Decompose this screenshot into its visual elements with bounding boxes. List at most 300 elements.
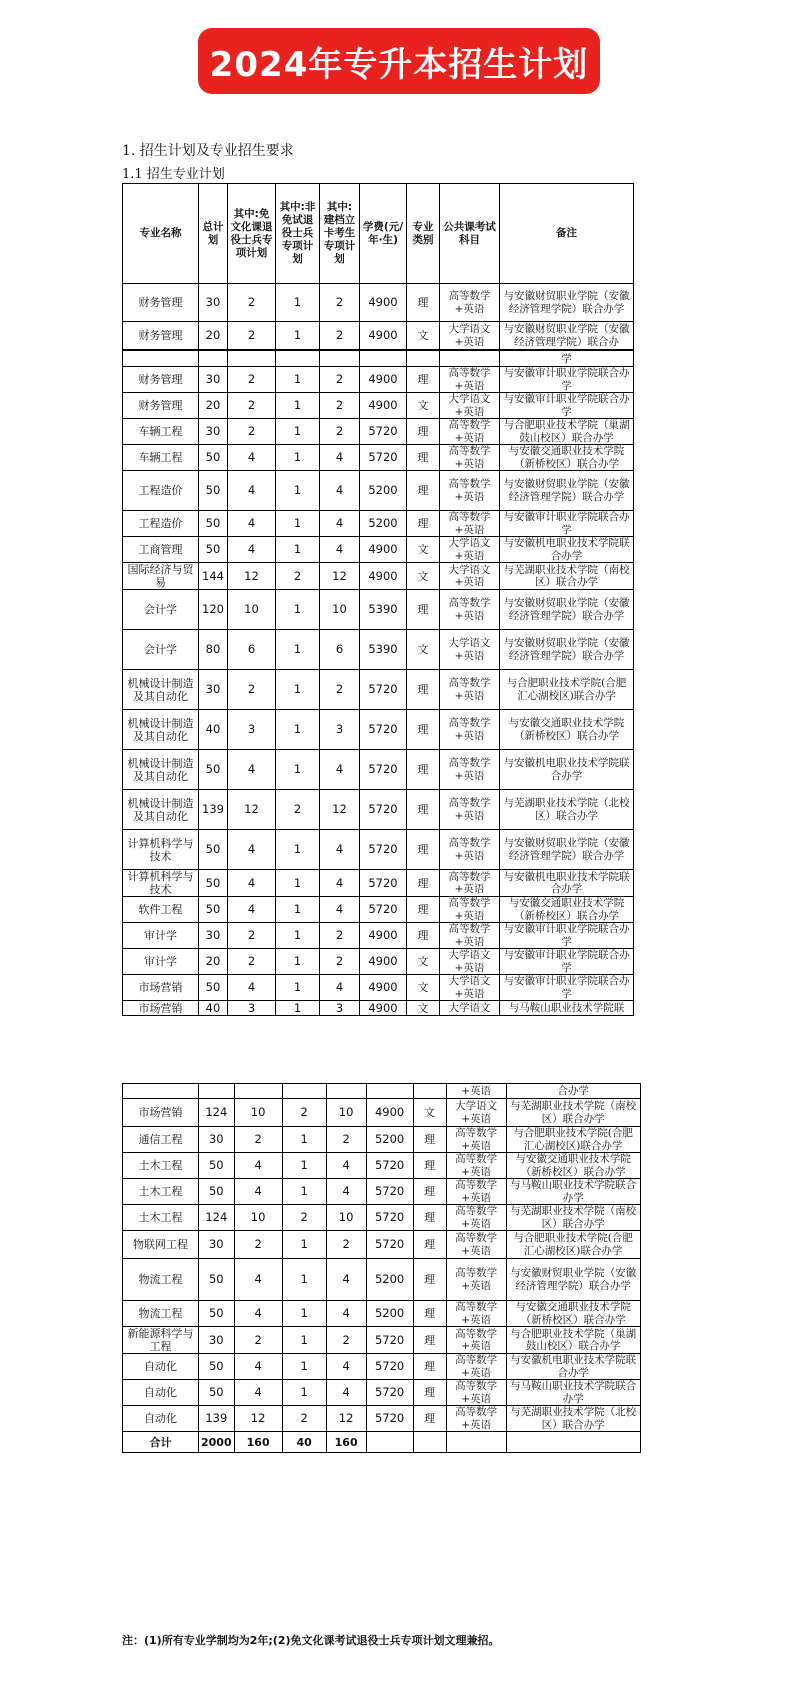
cell-total: 40 — [199, 710, 228, 750]
cell-total: 124 — [199, 1205, 235, 1231]
cell-nonexempt: 1 — [276, 630, 320, 670]
cell-total: 30 — [199, 367, 228, 393]
cell-nonexempt: 1 — [282, 1259, 326, 1301]
cell-poor: 4 — [320, 870, 360, 897]
cell-total: 50 — [199, 1153, 235, 1179]
cell-total: 50 — [199, 445, 228, 471]
cell-major: 软件工程 — [123, 897, 199, 923]
cell-category: 理 — [407, 511, 440, 537]
cell-fee: 4900 — [360, 537, 407, 563]
cell-exempt: 3 — [228, 1001, 276, 1016]
cell-fee: 4900 — [360, 284, 407, 322]
cell-major: 机械设计制造及其自动化 — [123, 670, 199, 710]
table-row — [123, 393, 634, 419]
cell-total: 144 — [199, 563, 228, 590]
cell-subject: 大学语文+英语 — [440, 393, 500, 419]
cell-category: 理 — [407, 284, 440, 322]
cell-poor: 12 — [320, 790, 360, 830]
cell-category: 理 — [413, 1354, 446, 1380]
cell-subject: 高等数学+英语 — [446, 1354, 506, 1380]
cell-major: 财务管理 — [123, 393, 199, 419]
cell-subject: 高等数学+英语 — [440, 670, 500, 710]
header-total: 总计划 — [199, 184, 228, 284]
header-poor: 其中:建档立卡考生专项计划 — [320, 184, 360, 284]
cell-fee: 4900 — [360, 322, 407, 350]
cell-total: 50 — [199, 1354, 235, 1380]
cell-subject: 大学语文+英语 — [440, 537, 500, 563]
plan-table-block-1 — [122, 183, 634, 350]
cell-poor: 4 — [320, 830, 360, 870]
cell-total: 30 — [199, 670, 228, 710]
cell-total: 50 — [199, 1301, 235, 1327]
cell-category: 理 — [413, 1179, 446, 1205]
cell-nonexempt: 1 — [276, 923, 320, 949]
cell-total: 30 — [199, 1127, 235, 1153]
table-row — [123, 445, 634, 471]
cell-major: 新能源科学与工程 — [123, 1327, 199, 1354]
cell-exempt: 12 — [228, 790, 276, 830]
cell-nonexempt: 1 — [276, 870, 320, 897]
totals-total: 2000 — [199, 1432, 235, 1453]
cell-poor: 4 — [320, 537, 360, 563]
cell-exempt: 6 — [228, 630, 276, 670]
cell-nonexempt: 1 — [282, 1153, 326, 1179]
cell-fee: 5720 — [360, 670, 407, 710]
cell-subject: 大学语文+英语 — [440, 563, 500, 590]
cell-major: 物联网工程 — [123, 1231, 199, 1259]
cell-fee: 4900 — [360, 1001, 407, 1016]
cell-exempt: 4 — [234, 1301, 282, 1327]
cell-category: 理 — [413, 1301, 446, 1327]
cell-poor: 2 — [320, 322, 360, 350]
cell-major: 通信工程 — [123, 1127, 199, 1153]
cell-subject: 高等数学+英语 — [446, 1127, 506, 1153]
table-row — [123, 1127, 641, 1153]
cell-fee: 5720 — [360, 790, 407, 830]
cell-note: 与安徽审计职业学院联合办学 — [500, 949, 634, 975]
cell-nonexempt: 1 — [276, 537, 320, 563]
cell-nonexempt: 1 — [276, 750, 320, 790]
cell-exempt: 4 — [234, 1179, 282, 1205]
cell-category: 理 — [413, 1153, 446, 1179]
plan-table-block-3 — [122, 1083, 641, 1453]
cell-fee: 5720 — [360, 750, 407, 790]
cell-exempt: 2 — [228, 367, 276, 393]
cell-poor: 4 — [320, 471, 360, 511]
cell-major: 财务管理 — [123, 322, 199, 350]
cell-category: 文 — [407, 393, 440, 419]
cell-poor: 2 — [320, 949, 360, 975]
cell-total: 50 — [199, 1179, 235, 1205]
totals-nonexempt: 40 — [282, 1432, 326, 1453]
cell-exempt: 4 — [228, 537, 276, 563]
cell-fee: 4900 — [360, 393, 407, 419]
table-row — [123, 471, 634, 511]
cell-category: 理 — [413, 1327, 446, 1354]
cell-poor: 2 — [326, 1127, 366, 1153]
cell-note: 与芜湖职业技术学院（北校区）联合办学 — [500, 790, 634, 830]
cell-poor: 3 — [320, 710, 360, 750]
table-row — [123, 563, 634, 590]
cell-note: 与合肥职业技术学院(合肥汇心湖校区)联合办学 — [506, 1231, 640, 1259]
cell-fee: 4900 — [360, 923, 407, 949]
cell-nonexempt: 1 — [282, 1179, 326, 1205]
fragment-row — [123, 351, 634, 367]
cell-note: 与安徽交通职业技术学院（新桥校区）联合办学 — [506, 1301, 640, 1327]
table-row — [123, 750, 634, 790]
table-row — [123, 975, 634, 1001]
cell-poor: 2 — [320, 923, 360, 949]
cell-category: 文 — [407, 563, 440, 590]
cell-category: 理 — [407, 923, 440, 949]
cell-subject: 大学语文+英语 — [440, 630, 500, 670]
cell-poor: 4 — [326, 1153, 366, 1179]
cell-total: 30 — [199, 284, 228, 322]
cell-nonexempt: 1 — [276, 471, 320, 511]
cell-exempt: 10 — [228, 590, 276, 630]
table-row — [123, 897, 634, 923]
cell-exempt: 3 — [228, 710, 276, 750]
cell-exempt: 4 — [228, 445, 276, 471]
cell-category: 文 — [407, 537, 440, 563]
cell-fee: 5720 — [366, 1153, 413, 1179]
cell-fee: 5720 — [366, 1231, 413, 1259]
fragment-note: 合办学 — [506, 1084, 640, 1099]
totals-row — [123, 1432, 641, 1453]
cell-poor: 6 — [320, 630, 360, 670]
table-row — [123, 1327, 641, 1354]
section-subheading: 1.1 招生专业计划 — [122, 167, 225, 182]
cell-poor: 4 — [320, 897, 360, 923]
cell-fee: 5720 — [366, 1354, 413, 1380]
cell-exempt: 2 — [228, 393, 276, 419]
cell-note: 与安徽审计职业学院联合办学 — [500, 975, 634, 1001]
cell-exempt: 2 — [234, 1327, 282, 1354]
cell-major: 审计学 — [123, 923, 199, 949]
cell-major: 计算机科学与技术 — [123, 830, 199, 870]
cell-total: 40 — [199, 1001, 228, 1016]
banner-title: 2024年专升本招生计划 — [209, 44, 589, 85]
cell-category: 理 — [407, 870, 440, 897]
cell-major: 财务管理 — [123, 367, 199, 393]
cell-poor: 2 — [326, 1231, 366, 1259]
cell-exempt: 2 — [228, 670, 276, 710]
cell-fee: 5200 — [366, 1259, 413, 1301]
cell-poor: 2 — [320, 367, 360, 393]
cell-note: 与安徽财贸职业学院（安徽经济管理学院）联合办学 — [500, 590, 634, 630]
table-row — [123, 1380, 641, 1406]
cell-fee: 4900 — [360, 563, 407, 590]
cell-major: 物流工程 — [123, 1259, 199, 1301]
cell-fee: 5720 — [366, 1179, 413, 1205]
cell-poor: 4 — [326, 1301, 366, 1327]
cell-nonexempt: 1 — [276, 710, 320, 750]
cell-total: 50 — [199, 897, 228, 923]
cell-exempt: 4 — [228, 750, 276, 790]
cell-total: 20 — [199, 393, 228, 419]
cell-subject: 大学语文+英语 — [440, 975, 500, 1001]
cell-category: 文 — [407, 322, 440, 350]
cell-category: 文 — [407, 1001, 440, 1016]
cell-exempt: 2 — [234, 1127, 282, 1153]
cell-note: 与合肥职业技术学院(合肥汇心湖校区)联合办学 — [506, 1127, 640, 1153]
table-row — [123, 870, 634, 897]
cell-major: 自动化 — [123, 1406, 199, 1432]
cell-note: 与合肥职业技术学院(合肥汇心湖校区)联合办学 — [500, 670, 634, 710]
cell-total: 50 — [199, 975, 228, 1001]
table-row — [123, 710, 634, 750]
cell-total: 50 — [199, 1380, 235, 1406]
cell-note: 与安徽机电职业技术学院联合办学 — [500, 537, 634, 563]
footnote: 注：(1)所有专业学制均为2年;(2)免文化课考试退役士兵专项计划文理兼招。 — [122, 1634, 500, 1647]
cell-note: 与芜湖职业技术学院（南校区）联合办学 — [500, 563, 634, 590]
cell-category: 理 — [407, 710, 440, 750]
cell-poor: 10 — [326, 1205, 366, 1231]
table-row — [123, 511, 634, 537]
cell-exempt: 10 — [234, 1205, 282, 1231]
cell-poor: 2 — [326, 1327, 366, 1354]
totals-label: 合计 — [123, 1432, 199, 1453]
cell-category: 文 — [407, 975, 440, 1001]
cell-total: 30 — [199, 1231, 235, 1259]
cell-exempt: 12 — [234, 1406, 282, 1432]
cell-total: 50 — [199, 471, 228, 511]
cell-note: 与安徽财贸职业学院（安徽经济管理学院）联合办学 — [500, 830, 634, 870]
cell-poor: 4 — [326, 1380, 366, 1406]
cell-note: 与安徽审计职业学院联合办学 — [500, 393, 634, 419]
table-row — [123, 367, 634, 393]
cell-subject: 大学语文 — [440, 1001, 500, 1016]
cell-category: 理 — [407, 790, 440, 830]
cell-major: 自动化 — [123, 1380, 199, 1406]
cell-major: 会计学 — [123, 630, 199, 670]
title-banner — [198, 28, 600, 94]
table-row — [123, 830, 634, 870]
cell-note: 与安徽审计职业学院联合办学 — [500, 511, 634, 537]
cell-note: 与安徽交通职业技术学院（新桥校区）联合办学 — [500, 897, 634, 923]
cell-nonexempt: 1 — [276, 419, 320, 445]
cell-fee: 5200 — [360, 511, 407, 537]
cell-category: 理 — [407, 590, 440, 630]
cell-nonexempt: 1 — [282, 1301, 326, 1327]
cell-subject: 高等数学+英语 — [446, 1380, 506, 1406]
cell-note: 与芜湖职业技术学院（南校区）联合办学 — [506, 1099, 640, 1127]
cell-note: 与安徽财贸职业学院（安徽经济管理学院）联合办 — [500, 322, 634, 350]
cell-exempt: 4 — [234, 1153, 282, 1179]
cell-exempt: 4 — [228, 897, 276, 923]
cell-major: 财务管理 — [123, 284, 199, 322]
cell-note: 与安徽机电职业技术学院联合办学 — [500, 870, 634, 897]
table-row — [123, 1354, 641, 1380]
cell-fee: 5720 — [360, 445, 407, 471]
cell-subject: 高等数学+英语 — [440, 710, 500, 750]
cell-subject: 高等数学+英语 — [446, 1153, 506, 1179]
section-heading: 1. 招生计划及专业招生要求 — [122, 143, 294, 159]
cell-subject: 高等数学+英语 — [440, 445, 500, 471]
cell-fee: 5720 — [360, 419, 407, 445]
cell-major: 计算机科学与技术 — [123, 870, 199, 897]
cell-note: 与安徽交通职业技术学院（新桥校区）联合办学 — [500, 710, 634, 750]
cell-nonexempt: 2 — [276, 790, 320, 830]
cell-nonexempt: 1 — [276, 897, 320, 923]
header-nonexempt: 其中:非免试退役士兵专项计划 — [276, 184, 320, 284]
cell-exempt: 4 — [228, 471, 276, 511]
cell-total: 139 — [199, 1406, 235, 1432]
table-row — [123, 1259, 641, 1301]
cell-note: 与安徽机电职业技术学院联合办学 — [506, 1354, 640, 1380]
cell-subject: 大学语文+英语 — [440, 949, 500, 975]
cell-exempt: 10 — [234, 1099, 282, 1127]
cell-note: 与安徽交通职业技术学院（新桥校区）联合办学 — [506, 1153, 640, 1179]
cell-major: 自动化 — [123, 1354, 199, 1380]
cell-major: 土木工程 — [123, 1205, 199, 1231]
cell-category: 理 — [407, 897, 440, 923]
cell-total: 50 — [199, 537, 228, 563]
cell-total: 124 — [199, 1099, 235, 1127]
cell-note: 与安徽财贸职业学院（安徽经济管理学院）联合办学 — [500, 284, 634, 322]
cell-exempt: 2 — [228, 949, 276, 975]
cell-poor: 12 — [326, 1406, 366, 1432]
cell-category: 理 — [407, 830, 440, 870]
cell-major: 市场营销 — [123, 1099, 199, 1127]
header-category: 专业类别 — [407, 184, 440, 284]
cell-poor: 2 — [320, 419, 360, 445]
cell-subject: 大学语文+英语 — [446, 1099, 506, 1127]
fragment-note: 学 — [500, 351, 634, 367]
cell-category: 理 — [407, 419, 440, 445]
cell-subject: 高等数学+英语 — [440, 471, 500, 511]
cell-nonexempt: 1 — [276, 949, 320, 975]
cell-total: 20 — [199, 949, 228, 975]
cell-major: 国际经济与贸易 — [123, 563, 199, 590]
cell-subject: 高等数学+英语 — [446, 1301, 506, 1327]
cell-subject: 高等数学+英语 — [440, 590, 500, 630]
cell-fee: 5720 — [360, 830, 407, 870]
cell-major: 市场营销 — [123, 975, 199, 1001]
cell-major: 市场营销 — [123, 1001, 199, 1016]
cell-note: 与安徽审计职业学院联合办学 — [500, 923, 634, 949]
cell-category: 理 — [413, 1127, 446, 1153]
cell-nonexempt: 1 — [276, 511, 320, 537]
cell-fee: 5720 — [366, 1380, 413, 1406]
cell-total: 50 — [199, 830, 228, 870]
table-row — [123, 419, 634, 445]
cell-nonexempt: 1 — [276, 322, 320, 350]
cell-major: 机械设计制造及其自动化 — [123, 750, 199, 790]
cell-subject: 高等数学+英语 — [440, 830, 500, 870]
cell-subject: 大学语文+英语 — [440, 322, 500, 350]
cell-nonexempt: 2 — [276, 563, 320, 590]
cell-fee: 5200 — [366, 1301, 413, 1327]
cell-major: 会计学 — [123, 590, 199, 630]
cell-subject: 高等数学+英语 — [446, 1406, 506, 1432]
cell-major: 审计学 — [123, 949, 199, 975]
cell-poor: 4 — [326, 1179, 366, 1205]
cell-nonexempt: 2 — [282, 1099, 326, 1127]
cell-subject: 高等数学+英语 — [440, 284, 500, 322]
cell-major: 土木工程 — [123, 1179, 199, 1205]
cell-total: 80 — [199, 630, 228, 670]
cell-exempt: 2 — [228, 419, 276, 445]
cell-category: 理 — [407, 445, 440, 471]
table-row — [123, 537, 634, 563]
cell-nonexempt: 1 — [282, 1127, 326, 1153]
table-row — [123, 949, 634, 975]
cell-subject: 高等数学+英语 — [440, 750, 500, 790]
cell-fee: 5720 — [360, 710, 407, 750]
cell-exempt: 2 — [228, 284, 276, 322]
plan-table-block-2 — [122, 350, 634, 1016]
cell-subject: 高等数学+英语 — [440, 897, 500, 923]
cell-poor: 4 — [320, 750, 360, 790]
cell-category: 理 — [407, 471, 440, 511]
table-row — [123, 1001, 634, 1016]
cell-nonexempt: 2 — [282, 1205, 326, 1231]
cell-note: 与芜湖职业技术学院（北校区）联合办学 — [506, 1406, 640, 1432]
table-row — [123, 1153, 641, 1179]
cell-subject: 高等数学+英语 — [446, 1259, 506, 1301]
cell-poor: 10 — [320, 590, 360, 630]
cell-fee: 5390 — [360, 630, 407, 670]
cell-poor: 2 — [320, 670, 360, 710]
cell-exempt: 2 — [234, 1231, 282, 1259]
cell-nonexempt: 1 — [276, 445, 320, 471]
cell-note: 与马鞍山职业技术学院联 — [500, 1001, 634, 1016]
cell-note: 与安徽交通职业技术学院（新桥校区）联合办学 — [500, 445, 634, 471]
cell-subject: 高等数学+英语 — [440, 790, 500, 830]
cell-major: 车辆工程 — [123, 419, 199, 445]
cell-category: 理 — [413, 1406, 446, 1432]
cell-poor: 10 — [326, 1099, 366, 1127]
cell-fee: 5390 — [360, 590, 407, 630]
cell-note: 与安徽财贸职业学院（安徽经济管理学院）联合办学 — [500, 471, 634, 511]
cell-nonexempt: 1 — [276, 975, 320, 1001]
cell-category: 文 — [407, 630, 440, 670]
cell-exempt: 4 — [228, 975, 276, 1001]
cell-poor: 4 — [326, 1354, 366, 1380]
table-row — [123, 790, 634, 830]
cell-nonexempt: 1 — [276, 830, 320, 870]
header-exempt: 其中:免文化课退役士兵专项计划 — [228, 184, 276, 284]
cell-fee: 4900 — [366, 1099, 413, 1127]
table-row — [123, 590, 634, 630]
cell-poor: 4 — [320, 445, 360, 471]
cell-category: 文 — [413, 1099, 446, 1127]
cell-nonexempt: 1 — [282, 1354, 326, 1380]
cell-fee: 5200 — [366, 1127, 413, 1153]
table-row — [123, 630, 634, 670]
cell-fee: 4900 — [360, 367, 407, 393]
cell-category: 理 — [413, 1259, 446, 1301]
cell-subject: 高等数学+英语 — [440, 870, 500, 897]
cell-exempt: 2 — [228, 322, 276, 350]
table-row — [123, 1301, 641, 1327]
table-row — [123, 322, 634, 350]
table-row — [123, 1205, 641, 1231]
table-row — [123, 1099, 641, 1127]
cell-nonexempt: 1 — [276, 284, 320, 322]
cell-note: 与安徽财贸职业学院（安徽经济管理学院）联合办学 — [506, 1259, 640, 1301]
table-header-row — [123, 184, 634, 284]
header-note: 备注 — [500, 184, 634, 284]
cell-poor: 2 — [320, 284, 360, 322]
cell-note: 与安徽机电职业技术学院联合办学 — [500, 750, 634, 790]
cell-major: 机械设计制造及其自动化 — [123, 790, 199, 830]
cell-subject: 高等数学+英语 — [440, 419, 500, 445]
cell-major: 物流工程 — [123, 1301, 199, 1327]
cell-subject: 高等数学+英语 — [446, 1205, 506, 1231]
table-row — [123, 923, 634, 949]
